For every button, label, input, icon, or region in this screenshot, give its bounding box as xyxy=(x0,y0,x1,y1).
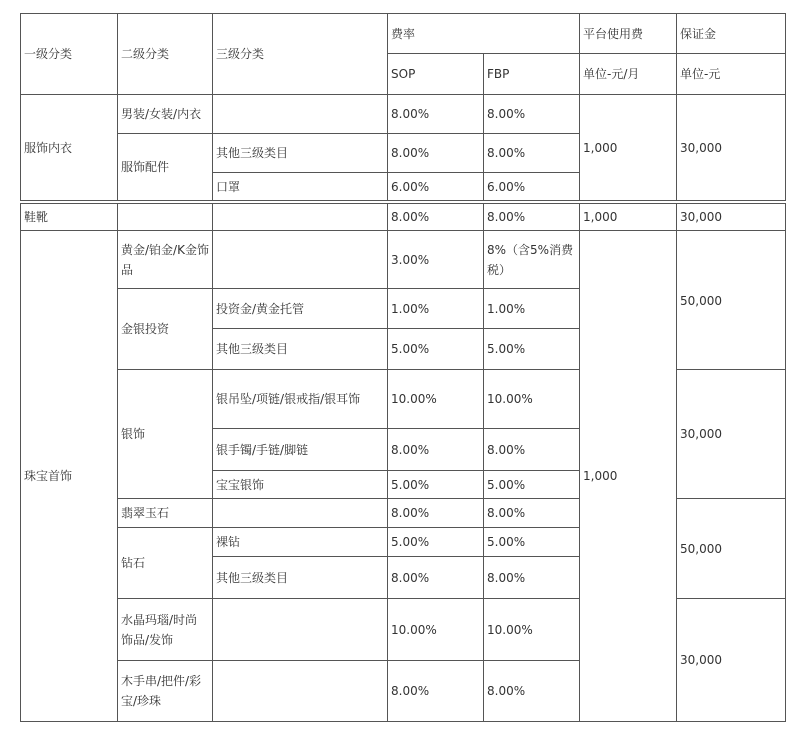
silver-row1-sop: 10.00% xyxy=(387,369,484,429)
header-fbp: FBP xyxy=(483,53,580,95)
jewelry-jade-sop: 8.00% xyxy=(387,498,484,528)
diamond-row1-fbp: 5.00% xyxy=(483,527,580,557)
shoes-level3 xyxy=(212,203,388,231)
category-apparel: 服饰内衣 xyxy=(20,94,118,201)
header-fee-rate: 费率 xyxy=(387,13,580,54)
jewelry-platform-fee: 1,000 xyxy=(579,230,677,722)
apparel-row1-fbp: 8.00% xyxy=(483,94,580,134)
category-jewelry: 珠宝首饰 xyxy=(20,230,118,722)
header-deposit-unit: 单位-元 xyxy=(676,53,786,95)
shoes-deposit: 30,000 xyxy=(676,203,786,231)
header-level2: 二级分类 xyxy=(117,13,213,95)
silver-row3-level3: 宝宝银饰 xyxy=(212,470,388,499)
header-level3: 三级分类 xyxy=(212,13,388,95)
header-sop: SOP xyxy=(387,53,484,95)
apparel-row1-level3 xyxy=(212,94,388,134)
silver-row3-fbp: 5.00% xyxy=(483,470,580,499)
apparel-row1-sop: 8.00% xyxy=(387,94,484,134)
jewelry-gold-level3 xyxy=(212,230,388,289)
silver-row2-fbp: 8.00% xyxy=(483,428,580,471)
jewelry-deposit-2: 30,000 xyxy=(676,369,786,499)
jewelry-invest: 金银投资 xyxy=(117,288,213,370)
jewelry-jade-level3 xyxy=(212,498,388,528)
invest-row2-fbp: 5.00% xyxy=(483,328,580,370)
diamond-row1-sop: 5.00% xyxy=(387,527,484,557)
apparel-deposit: 30,000 xyxy=(676,94,786,201)
invest-row2-level3: 其他三级类目 xyxy=(212,328,388,370)
invest-row1-level3: 投资金/黄金托管 xyxy=(212,288,388,329)
silver-row2-level3: 银手镯/手链/脚链 xyxy=(212,428,388,471)
category-shoes: 鞋靴 xyxy=(20,203,118,231)
jewelry-crystal-level3 xyxy=(212,598,388,661)
jewelry-diamond: 钻石 xyxy=(117,527,213,599)
shoes-fbp: 8.00% xyxy=(483,203,580,231)
header-platform-fee: 平台使用费 xyxy=(579,13,677,54)
silver-row3-sop: 5.00% xyxy=(387,470,484,499)
silver-row1-level3: 银吊坠/项链/银戒指/银耳饰 xyxy=(212,369,388,429)
header-platform-fee-unit: 单位-元/月 xyxy=(579,53,677,95)
silver-row1-fbp: 10.00% xyxy=(483,369,580,429)
diamond-row2-sop: 8.00% xyxy=(387,556,484,599)
apparel-row2-level3: 其他三级类目 xyxy=(212,133,388,173)
apparel-row3-sop: 6.00% xyxy=(387,172,484,201)
invest-row1-sop: 1.00% xyxy=(387,288,484,329)
apparel-accessories: 服饰配件 xyxy=(117,133,213,201)
jewelry-wood-level2: 木手串/把件/彩宝/珍珠 xyxy=(117,660,213,722)
shoes-level2 xyxy=(117,203,213,231)
jewelry-wood-fbp: 8.00% xyxy=(483,660,580,722)
jewelry-crystal-fbp: 10.00% xyxy=(483,598,580,661)
header-level1: 一级分类 xyxy=(20,13,118,95)
apparel-row3-fbp: 6.00% xyxy=(483,172,580,201)
shoes-sop: 8.00% xyxy=(387,203,484,231)
diamond-row1-level3: 裸钻 xyxy=(212,527,388,557)
apparel-platform-fee: 1,000 xyxy=(579,94,677,201)
diamond-row2-fbp: 8.00% xyxy=(483,556,580,599)
apparel-row2-sop: 8.00% xyxy=(387,133,484,173)
apparel-row2-fbp: 8.00% xyxy=(483,133,580,173)
jewelry-wood-level3 xyxy=(212,660,388,722)
jewelry-gold-sop: 3.00% xyxy=(387,230,484,289)
jewelry-jade-fbp: 8.00% xyxy=(483,498,580,528)
invest-row1-fbp: 1.00% xyxy=(483,288,580,329)
jewelry-silver: 银饰 xyxy=(117,369,213,499)
jewelry-jade-level2: 翡翠玉石 xyxy=(117,498,213,528)
jewelry-deposit-4: 30,000 xyxy=(676,598,786,722)
silver-row2-sop: 8.00% xyxy=(387,428,484,471)
shoes-platform-fee: 1,000 xyxy=(579,203,677,231)
diamond-row2-level3: 其他三级类目 xyxy=(212,556,388,599)
jewelry-wood-sop: 8.00% xyxy=(387,660,484,722)
jewelry-crystal-level2: 水晶玛瑙/时尚饰品/发饰 xyxy=(117,598,213,661)
header-deposit: 保证金 xyxy=(676,13,786,54)
jewelry-crystal-sop: 10.00% xyxy=(387,598,484,661)
jewelry-gold-fbp: 8%（含5%消费税） xyxy=(483,230,580,289)
jewelry-deposit-3: 50,000 xyxy=(676,498,786,599)
jewelry-gold-level2: 黄金/铂金/K金饰品 xyxy=(117,230,213,289)
jewelry-deposit-1: 50,000 xyxy=(676,230,786,370)
invest-row2-sop: 5.00% xyxy=(387,328,484,370)
apparel-row1-level2: 男装/女装/内衣 xyxy=(117,94,213,134)
apparel-row3-level3: 口罩 xyxy=(212,172,388,201)
